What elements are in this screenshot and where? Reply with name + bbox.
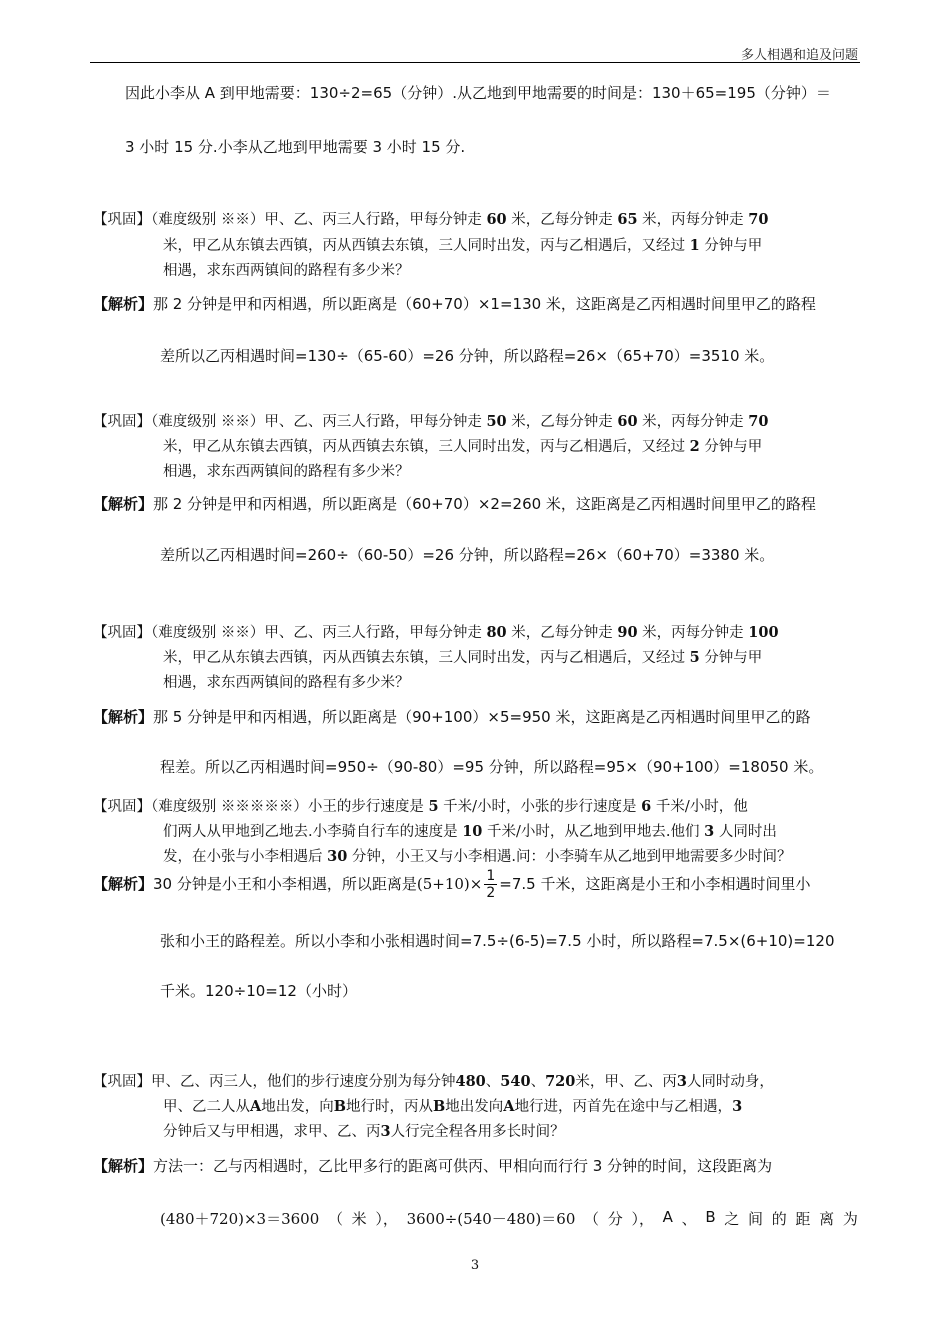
math-expression: (5+10)× <box>416 875 483 893</box>
fraction-one-half: $\frac{1}{2}$ <box>486 868 496 901</box>
page-number: 3 <box>470 1258 480 1273</box>
problem-4-answer-line-1: 【解析】30 分钟是小王和小李相遇，所以距离是(5+10)× $\frac{1}{2}$ =7.5 千米，这距离是小王和小李相遇时间里小 <box>93 868 811 901</box>
problem-1-question-line-1: 【巩固】（难度级别 ※※）甲、乙、丙三人行路，甲每分钟走 60 米，乙每分钟走 65 米，丙每分钟走 70 <box>93 211 769 228</box>
problem-4-question-line-1: 【巩固】（难度级别 ※※※※※）小王的步行速度是 5 千米/小时，小张的步行速度是 6 千米/小时，他 <box>93 798 748 815</box>
practice-tag: 【巩固】 <box>93 1074 151 1090</box>
running-header: 多人相遇和追及问题 <box>740 48 858 63</box>
problem-5-answer-line-1: 【解析】方法一：乙与丙相遇时，乙比甲多行的距离可供丙、甲相向而行行 3 分钟的时间，这段距离为 <box>93 1157 773 1175</box>
problem-5-question-line-3: 分钟后又与甲相遇，求甲、乙、丙3人行完全程各用多长时间？ <box>163 1123 565 1140</box>
analysis-tag: 【解析】 <box>93 875 154 893</box>
problem-3-question-line-3: 相遇，求东西两镇间的路程有多少米？ <box>163 675 410 691</box>
problem-5-question-line-1: 【巩固】甲、乙、丙三人，他们的步行速度分别为每分钟480、540、720米，甲、乙、丙3人同时动身， <box>93 1073 774 1090</box>
problem-5-question-line-2: 甲、乙二人从A地出发，向B地行时，丙从B地出发向A地行进，丙首先在途中与乙相遇，3 <box>163 1098 743 1115</box>
problem-2-answer-line-2: 差所以乙丙相遇时间=260÷（60-50）=26 分钟，所以路程=26×（60+70）=3380 米。 <box>160 546 775 564</box>
problem-2-question-line-2: 米，甲乙从东镇去西镇，丙从西镇去东镇，三人同时出发，丙与乙相遇后，又经过 2 分钟与甲 <box>163 438 763 455</box>
problem-1-question-line-2: 米，甲乙从东镇去西镇，丙从西镇去东镇，三人同时出发，丙与乙相遇后，又经过 1 分钟与甲 <box>163 237 763 254</box>
problem-2-answer-line-1: 【解析】那 2 分钟是甲和丙相遇，所以距离是（60+70）×2=260 米，这距离是乙丙相遇时间里甲乙的路程 <box>93 495 816 513</box>
problem-5-answer-line-2: (480＋720)×3＝3600 （ 米 ）， 3600÷(540－480)＝60 （ 分 ）， A 、 B 之 间 的 距 离 为 <box>160 1208 858 1228</box>
problem-4-answer-line-3: 千米。120÷10=12（小时） <box>160 982 357 1000</box>
analysis-tag: 【解析】 <box>93 708 154 726</box>
intro-line-2: 3 小时 15 分.小李从乙地到甲地需要 3 小时 15 分. <box>125 138 466 156</box>
problem-4-question-line-3: 发，在小张与小李相遇后 30 分钟，小王又与小李相遇.问：小李骑车从乙地到甲地需要多少时间？ <box>163 848 792 865</box>
problem-1-answer-line-2: 差所以乙丙相遇时间=130÷（65-60）=26 分钟，所以路程=26×（65+70）=3510 米。 <box>160 347 775 365</box>
practice-tag: 【巩固】 <box>93 799 151 815</box>
analysis-tag: 【解析】 <box>93 1157 154 1175</box>
problem-3-answer-line-1: 【解析】那 5 分钟是甲和丙相遇，所以距离是（90+100）×5=950 米，这距离是乙丙相遇时间里甲乙的路 <box>93 708 811 726</box>
practice-tag: 【巩固】 <box>93 414 151 430</box>
problem-3-question-line-1: 【巩固】（难度级别 ※※）甲、乙、丙三人行路，甲每分钟走 80 米，乙每分钟走 90 米，丙每分钟走 100 <box>93 624 779 641</box>
problem-4-answer-line-2: 张和小王的路程差。所以小李和小张相遇时间=7.5÷(6-5)=7.5 小时，所以路程=7.5×(6+10)=120 <box>160 932 835 950</box>
problem-1-answer-line-1: 【解析】那 2 分钟是甲和丙相遇，所以距离是（60+70）×1=130 米，这距离是乙丙相遇时间里甲乙的路程 <box>93 295 816 313</box>
practice-tag: 【巩固】 <box>93 625 151 641</box>
problem-2-question-line-3: 相遇，求东西两镇间的路程有多少米？ <box>163 464 410 480</box>
problem-3-answer-line-2: 程差。所以乙丙相遇时间=950÷（90-80）=95 分钟，所以路程=95×（90+100）=18050 米。 <box>160 758 824 776</box>
problem-4-question-line-2: 们两人从甲地到乙地去.小李骑自行车的速度是 10 千米/小时，从乙地到甲地去.他们 3 人同时出 <box>163 823 777 840</box>
analysis-tag: 【解析】 <box>93 495 154 513</box>
problem-1-question-line-3: 相遇，求东西两镇间的路程有多少米？ <box>163 263 410 279</box>
header-rule <box>90 62 860 63</box>
practice-tag: 【巩固】 <box>93 212 151 228</box>
intro-line-1: 因此小李从 A 到甲地需要：130÷2=65（分钟）.从乙地到甲地需要的时间是：130＋65=195（分钟）＝ <box>125 84 831 102</box>
analysis-tag: 【解析】 <box>93 295 154 313</box>
problem-2-question-line-1: 【巩固】（难度级别 ※※）甲、乙、丙三人行路，甲每分钟走 50 米，乙每分钟走 60 米，丙每分钟走 70 <box>93 413 769 430</box>
problem-3-question-line-2: 米，甲乙从东镇去西镇，丙从西镇去东镇，三人同时出发，丙与乙相遇后，又经过 5 分钟与甲 <box>163 649 763 666</box>
